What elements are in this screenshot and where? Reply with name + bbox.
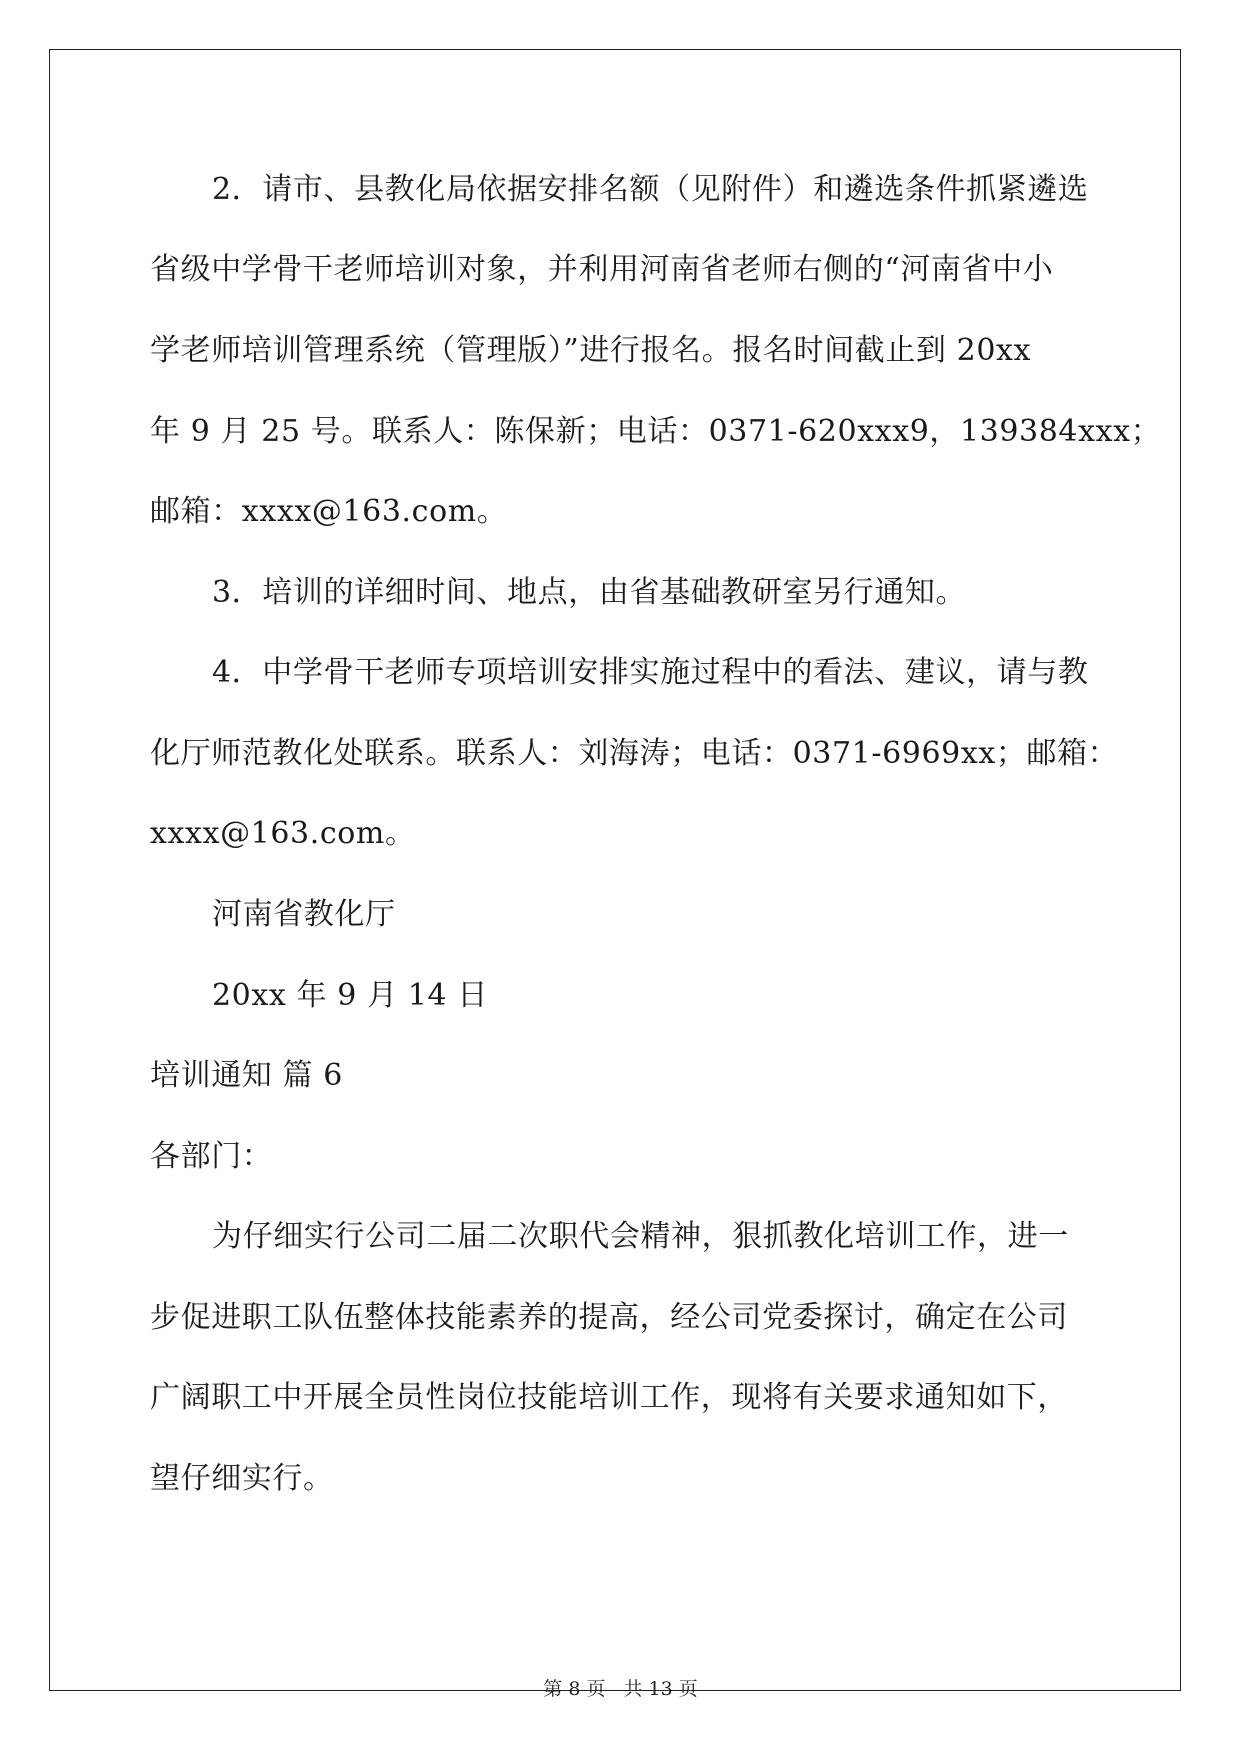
paragraph-line: 2．请市、县教化局依据安排名额（见附件）和遴选条件抓紧遴选 bbox=[212, 172, 1089, 207]
paragraph-line: 年 9 月 25 号。联系人：陈保新；电话：0371-620xxx9，139384xxx； bbox=[150, 414, 1162, 449]
paragraph-line: 广阔职工中开展全员性岗位技能培训工作，现将有关要求通知如下， bbox=[150, 1380, 1068, 1415]
paragraph-line: 4．中学骨干老师专项培训安排实施过程中的看法、建议，请与教 bbox=[212, 655, 1089, 690]
paragraph-line: 学老师培训管理系统（管理版）”进行报名。报名时间截止到 20xx bbox=[150, 333, 1032, 368]
paragraph-line: 为仔细实行公司二届二次职代会精神，狠抓教化培训工作，进一 bbox=[212, 1219, 1069, 1254]
paragraph-line: 3．培训的详细时间、地点，由省基础教研室另行通知。 bbox=[212, 575, 967, 610]
salutation: 各部门： bbox=[150, 1139, 273, 1174]
paragraph-line: 省级中学骨干老师培训对象，并利用河南省老师右侧的“河南省中小 bbox=[150, 252, 1054, 287]
page-border bbox=[49, 49, 1181, 1691]
paragraph-line: xxxx@163.com。 bbox=[150, 816, 416, 851]
signature-org: 河南省教化厅 bbox=[212, 897, 396, 932]
paragraph-line: 望仔细实行。 bbox=[150, 1461, 334, 1496]
paragraph-line: 化厅师范教化处联系。联系人：刘海涛；电话：0371-6969xx；邮箱： bbox=[150, 736, 1119, 771]
section-heading: 培训通知 篇 6 bbox=[150, 1058, 343, 1093]
total-pages-label: 共 13 页 bbox=[623, 1678, 698, 1700]
signature-date: 20xx 年 9 月 14 日 bbox=[212, 978, 488, 1013]
current-page-label: 第 8 页 bbox=[543, 1678, 606, 1700]
paragraph-line: 邮箱：xxxx@163.com。 bbox=[150, 494, 508, 529]
page-footer bbox=[0, 1677, 1241, 1701]
paragraph-line: 步促进职工队伍整体技能素养的提高，经公司党委探讨，确定在公司 bbox=[150, 1300, 1068, 1335]
